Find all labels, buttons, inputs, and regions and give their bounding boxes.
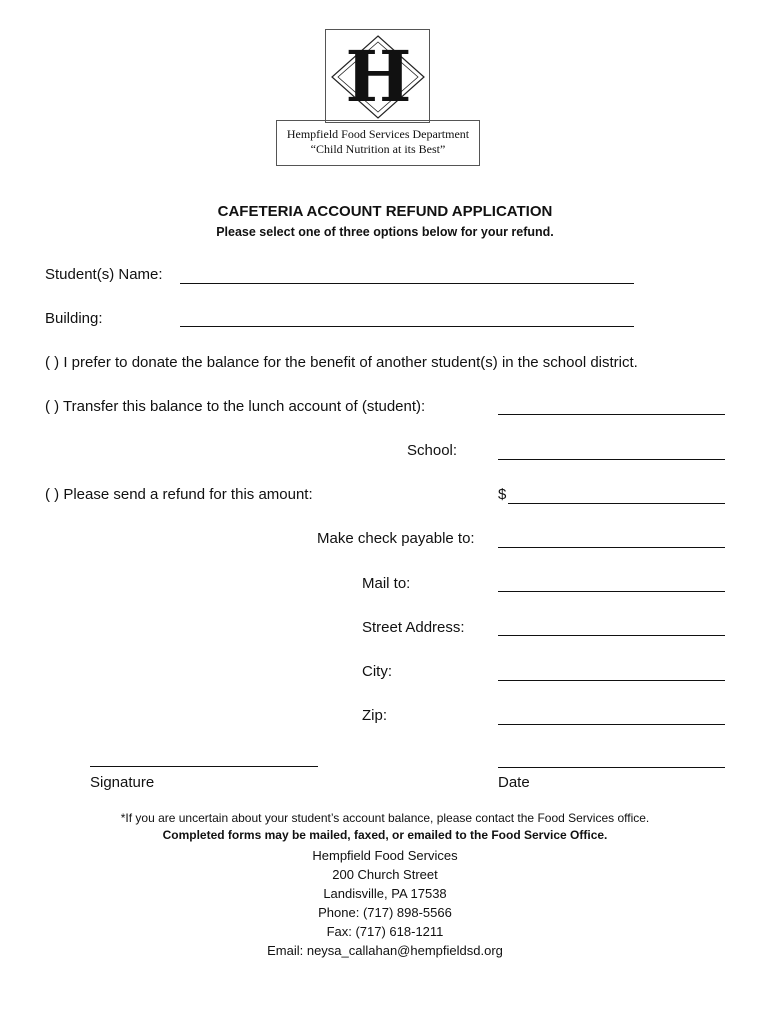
option-refund[interactable]: ( ) Please send a refund for this amount: xyxy=(45,486,313,503)
transfer-student-field[interactable] xyxy=(498,414,725,415)
contact-phone: Phone: (717) 898-5566 xyxy=(318,905,452,920)
student-name-field[interactable] xyxy=(180,283,634,284)
payable-field[interactable] xyxy=(498,547,725,548)
building-label: Building: xyxy=(45,310,103,327)
school-label: School: xyxy=(407,442,458,459)
city-label: City: xyxy=(362,663,392,680)
signature-field[interactable] xyxy=(90,766,318,767)
currency-symbol: $ xyxy=(498,486,507,503)
contact-email[interactable]: Email: neysa_callahan@hempfieldsd.org xyxy=(267,943,503,958)
balance-note: *If you are uncertain about your student’s account balance, please contact the Food Services office. xyxy=(120,811,650,825)
date-label: Date xyxy=(498,774,530,791)
option-transfer[interactable]: ( ) Transfer this balance to the lunch account of (student): xyxy=(45,398,426,415)
contact-street: 200 Church Street xyxy=(332,867,438,882)
street-field[interactable] xyxy=(498,635,725,636)
street-label: Street Address: xyxy=(362,619,465,636)
contact-fax: Fax: (717) 618-1211 xyxy=(326,924,444,939)
department-motto: “Child Nutrition at its Best” xyxy=(310,142,446,156)
option-donate[interactable]: ( ) I prefer to donate the balance for the benefit of another student(s) in the school district. xyxy=(45,354,638,371)
mail-to-label: Mail to: xyxy=(362,575,411,592)
zip-label: Zip: xyxy=(362,707,388,724)
building-field[interactable] xyxy=(180,326,634,327)
contact-city: Landisville, PA 17538 xyxy=(323,886,447,901)
payable-label: Make check payable to: xyxy=(317,530,475,547)
school-field[interactable] xyxy=(498,459,725,460)
signature-label: Signature xyxy=(90,774,155,791)
page-title: CAFETERIA ACCOUNT REFUND APPLICATION xyxy=(217,203,553,220)
logo-letter: H xyxy=(345,35,412,118)
student-name-label: Student(s) Name: xyxy=(45,266,163,283)
zip-field[interactable] xyxy=(498,724,725,725)
mail-to-field[interactable] xyxy=(498,591,725,592)
logo-caption xyxy=(276,120,480,166)
contact-name: Hempfield Food Services xyxy=(312,848,458,863)
refund-amount-field[interactable] xyxy=(508,503,725,504)
logo xyxy=(325,29,430,123)
department-name: Hempfield Food Services Department xyxy=(286,127,470,141)
date-field[interactable] xyxy=(498,767,725,768)
submission-note: Completed forms may be mailed, faxed, or emailed to the Food Service Office. xyxy=(162,828,608,842)
page-subtitle: Please select one of three options below for your refund. xyxy=(216,225,554,239)
city-field[interactable] xyxy=(498,680,725,681)
